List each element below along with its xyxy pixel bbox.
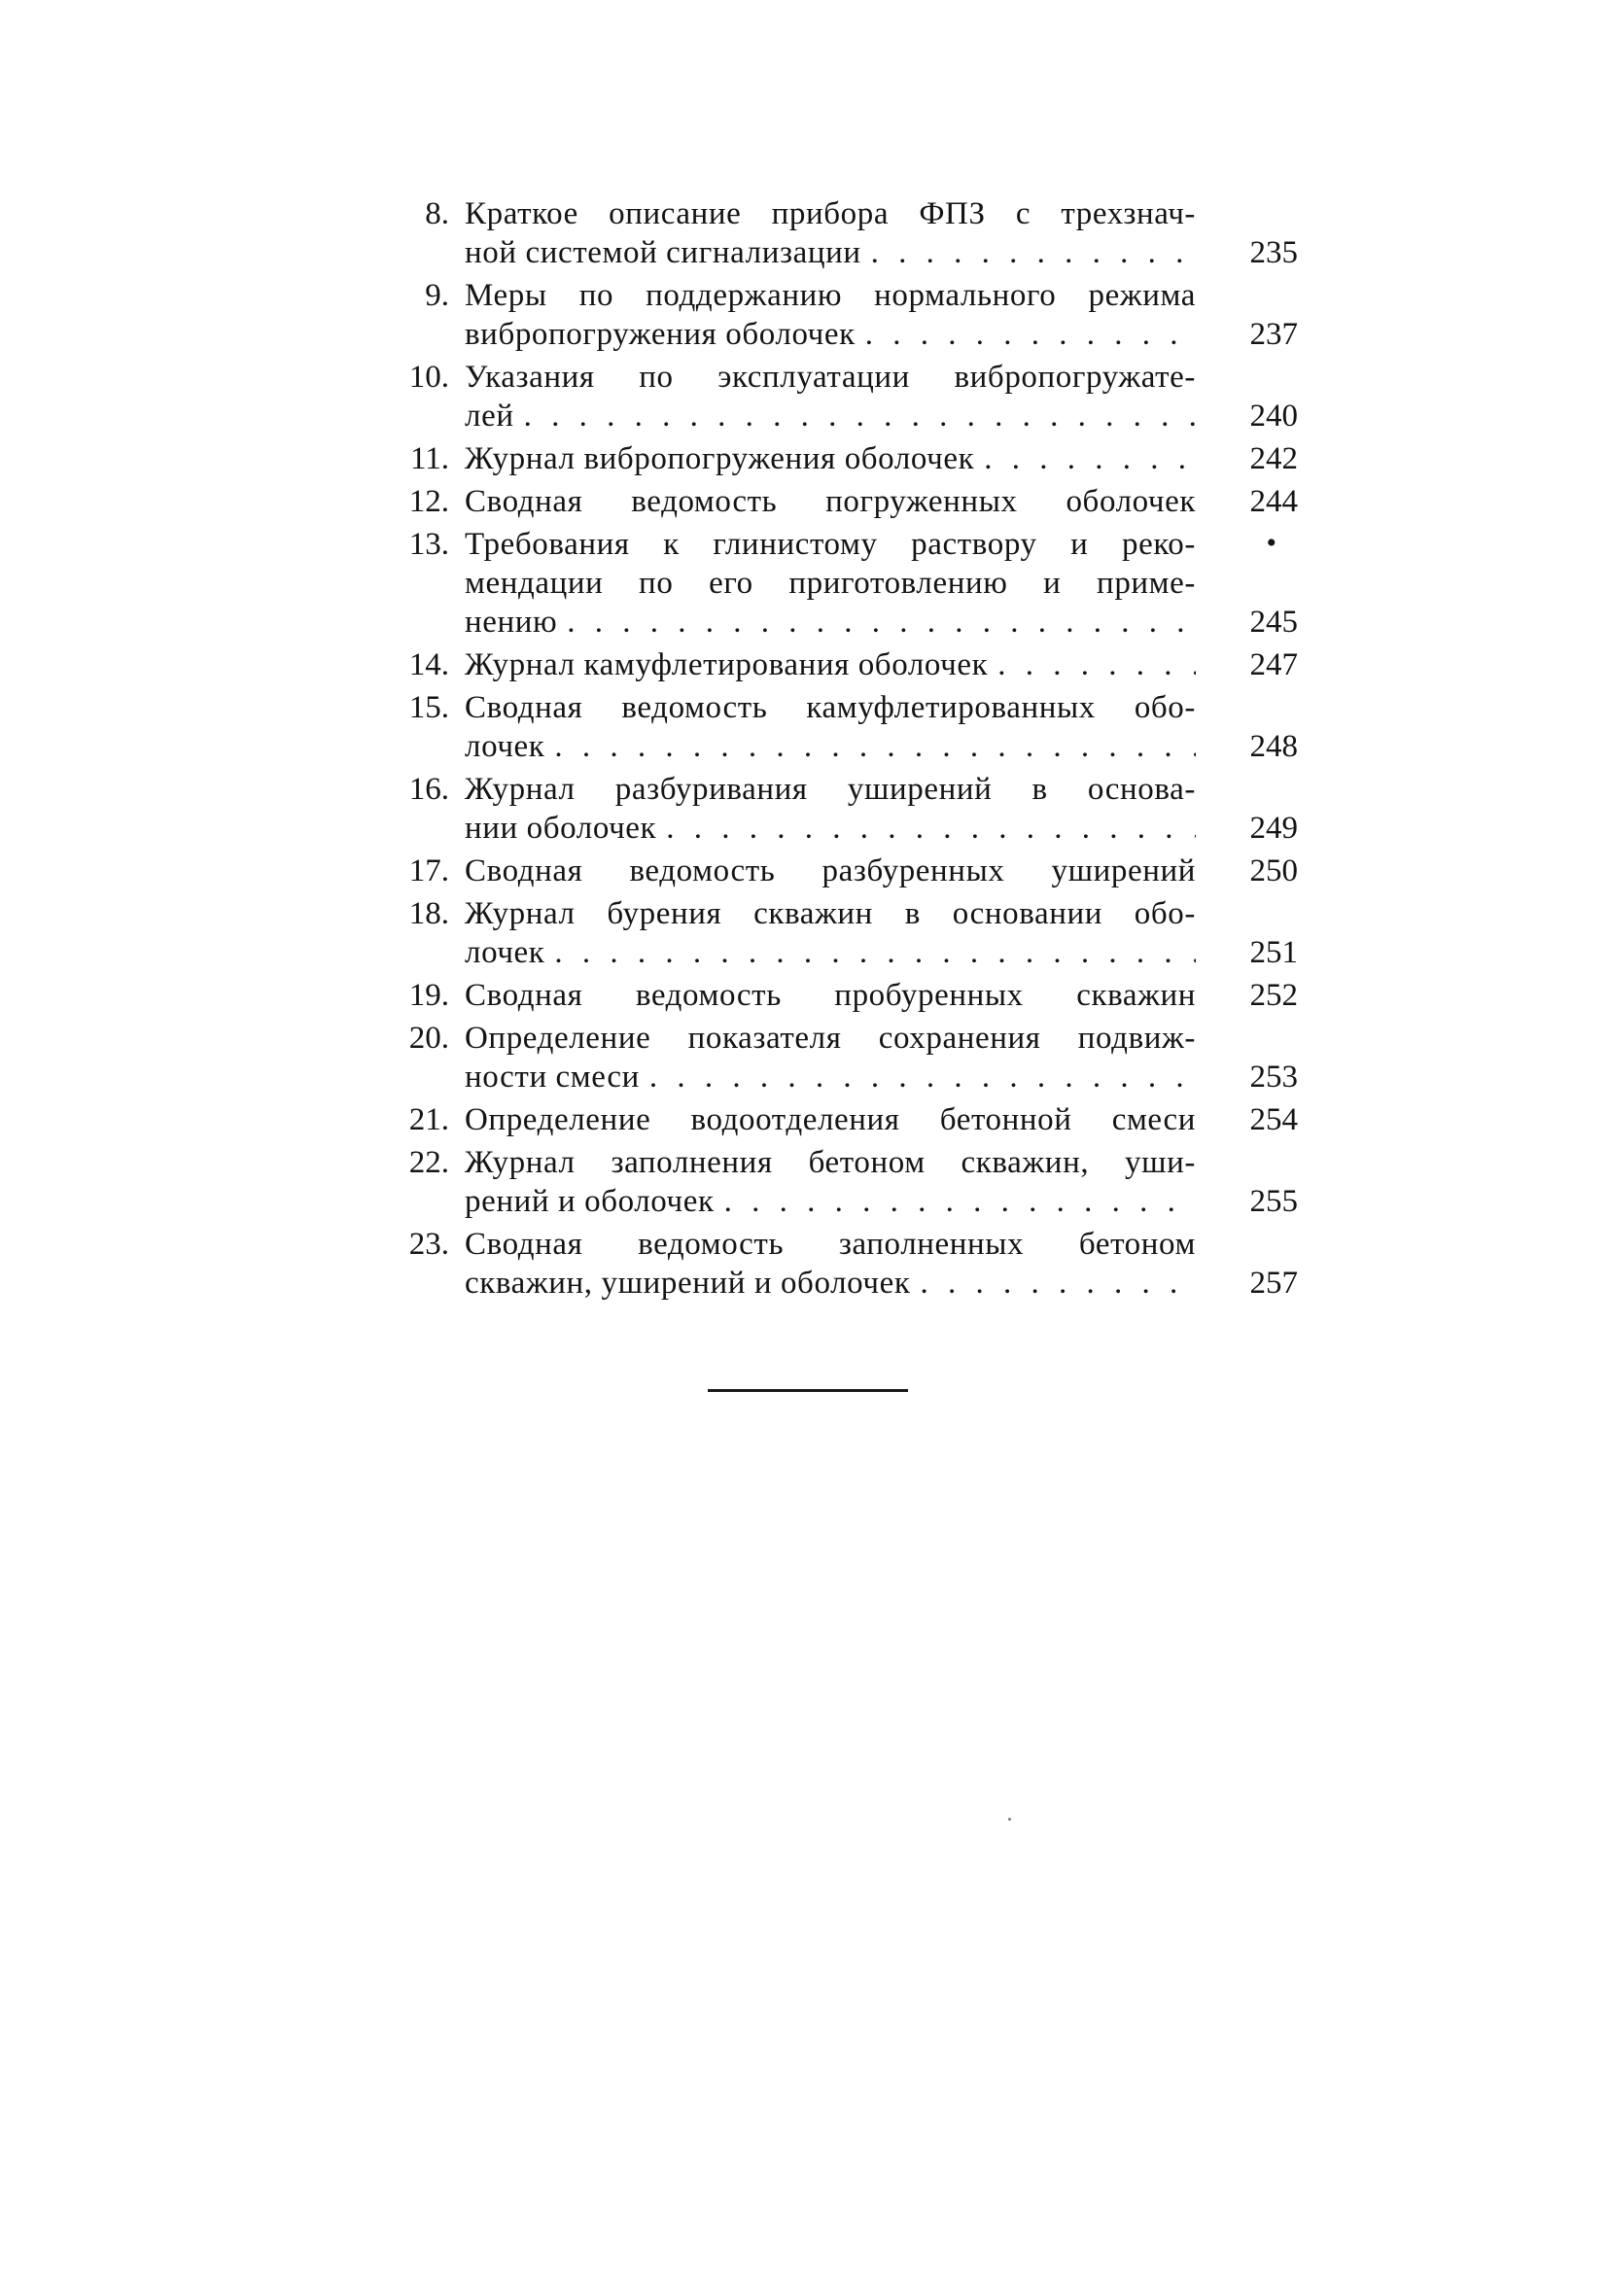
entry-title-line: Сводная ведомость разбуренных уширений: [465, 853, 1196, 888]
entry-title: [465, 439, 1196, 478]
entry-page-number: 257: [1249, 1266, 1298, 1301]
entry-number: 23.: [408, 1227, 449, 1262]
dot-leader: [911, 1264, 1197, 1303]
entry-title: [465, 770, 1196, 848]
dot-leader: [514, 397, 1196, 435]
entry-title-line: Определение водоотделения бетонной смеси: [465, 1102, 1196, 1137]
entry-title-line: скважин, уширений и оболочек: [465, 1266, 911, 1301]
entry-title: [465, 976, 1196, 1015]
entry-title: [465, 894, 1196, 972]
entry-number: 17.: [408, 853, 449, 888]
entry-title-line: Указания по эксплуатации вибропогружате-: [465, 360, 1196, 395]
scan-speck: [1008, 1818, 1011, 1821]
entry-page-number: 240: [1249, 399, 1298, 434]
dot-leader: [988, 645, 1196, 684]
entry-title-line: нии оболочек: [465, 811, 657, 846]
dot-leader: [544, 933, 1196, 972]
entry-number: 13.: [408, 527, 449, 562]
entry-title: [465, 358, 1196, 435]
entry-page-number: 242: [1249, 441, 1298, 476]
entry-title-line: лочек: [465, 729, 545, 764]
toc-entry: [389, 976, 1298, 1015]
entry-title-line: ности смеси: [465, 1060, 640, 1095]
entry-title-line: лей: [465, 399, 514, 434]
entry-page-number: 249: [1249, 811, 1298, 846]
entry-title-line: Требования к глинистому раствору и реко-: [465, 527, 1196, 562]
entry-number: 14.: [408, 647, 449, 682]
toc-entry: [389, 894, 1298, 972]
entry-page-number: 248: [1249, 729, 1298, 764]
entry-page-number: 244: [1249, 484, 1298, 519]
entry-title: [465, 194, 1196, 272]
toc-entry: [389, 688, 1298, 766]
entry-title-line: Журнал камуфлетирования оболочек: [465, 647, 989, 682]
entry-page-number: 237: [1249, 317, 1298, 352]
dot-leader: [861, 233, 1196, 272]
entry-page-number: 253: [1249, 1060, 1298, 1095]
entry-title-line: рений и оболочек: [465, 1184, 715, 1219]
entry-title-line: Определение показателя сохранения подвиж-: [465, 1021, 1196, 1056]
toc-entry: [389, 358, 1298, 435]
entry-title-line: вибропогружения оболочек: [465, 317, 856, 352]
entry-title-line: Краткое описание прибора ФПЗ с трехзнач-: [465, 196, 1196, 231]
entry-title: [465, 645, 1196, 684]
entry-title-line: нению: [465, 605, 558, 640]
toc-entry: [389, 1100, 1298, 1139]
toc-entry: [389, 439, 1298, 478]
table-of-contents: [389, 194, 1298, 1306]
entry-title-line: лочек: [465, 935, 545, 970]
entry-number: 16.: [408, 772, 449, 807]
entry-page-number: 251: [1249, 935, 1298, 970]
toc-entry: [389, 525, 1298, 642]
entry-number: 10.: [408, 360, 449, 395]
dot-leader: [715, 1182, 1196, 1221]
toc-entry: [389, 1143, 1298, 1221]
toc-entry: [389, 1225, 1298, 1303]
entry-number: 11.: [409, 441, 449, 476]
toc-entry: [389, 770, 1298, 848]
toc-entry: [389, 852, 1298, 890]
entry-title: [465, 1019, 1196, 1096]
toc-entry: [389, 482, 1298, 521]
entry-title-line: ной системой сигнализации: [465, 235, 861, 270]
entry-number: 18.: [408, 896, 449, 931]
toc-entry: [389, 645, 1298, 684]
entry-title-line: мендации по его приготовлению и приме-: [465, 566, 1196, 601]
entry-title: [465, 1143, 1196, 1221]
entry-number: 19.: [408, 978, 449, 1013]
entry-title-line: Сводная ведомость камуфлетированных обо-: [465, 690, 1196, 725]
entry-number: 8.: [425, 196, 449, 231]
toc-entry: [389, 276, 1298, 354]
entry-title: [465, 1100, 1196, 1139]
entry-title-line: Журнал разбуривания уширений в основа-: [465, 772, 1196, 807]
end-rule: [708, 1389, 908, 1392]
entry-title-line: Журнал вибропогружения оболочек: [465, 441, 975, 476]
dot-leader: [656, 809, 1196, 848]
entry-page-number: 247: [1249, 647, 1298, 682]
entry-title-line: Журнал бурения скважин в основании обо-: [465, 896, 1196, 931]
dot-leader: [544, 727, 1196, 766]
dot-leader: [974, 439, 1196, 478]
entry-title: [465, 852, 1196, 890]
entry-page-number: 235: [1249, 235, 1298, 270]
entry-title-line: Журнал заполнения бетоном скважин, уши-: [465, 1145, 1196, 1180]
entry-title-line: Сводная ведомость пробуренных скважин: [465, 978, 1196, 1013]
entry-title: [465, 688, 1196, 766]
entry-title-line: Сводная ведомость заполненных бетоном: [465, 1227, 1196, 1262]
entry-title: [465, 1225, 1196, 1303]
entry-page-number: 245: [1249, 605, 1298, 640]
entry-number: 9.: [425, 278, 449, 313]
toc-entry: [389, 194, 1298, 272]
entry-page-number: 252: [1249, 978, 1298, 1013]
dot-leader: [640, 1058, 1196, 1096]
entry-title: [465, 276, 1196, 354]
entry-title-line: Меры по поддержанию нормального режима: [465, 278, 1196, 313]
margin-marker: •: [1266, 527, 1276, 559]
entry-title: [465, 482, 1196, 521]
entry-title-line: Сводная ведомость погруженных оболочек: [465, 484, 1196, 519]
dot-leader: [856, 315, 1196, 354]
entry-number: 15.: [408, 690, 449, 725]
entry-page-number: 254: [1249, 1102, 1298, 1137]
entry-number: 22.: [408, 1145, 449, 1180]
toc-entry: [389, 1019, 1298, 1096]
entry-page-number: 250: [1249, 853, 1298, 888]
entry-number: 20.: [408, 1021, 449, 1056]
entry-page-number: 255: [1249, 1184, 1298, 1219]
dot-leader: [557, 603, 1196, 642]
entry-number: 21.: [408, 1102, 449, 1137]
entry-title: [465, 525, 1196, 642]
entry-number: 12.: [408, 484, 449, 519]
